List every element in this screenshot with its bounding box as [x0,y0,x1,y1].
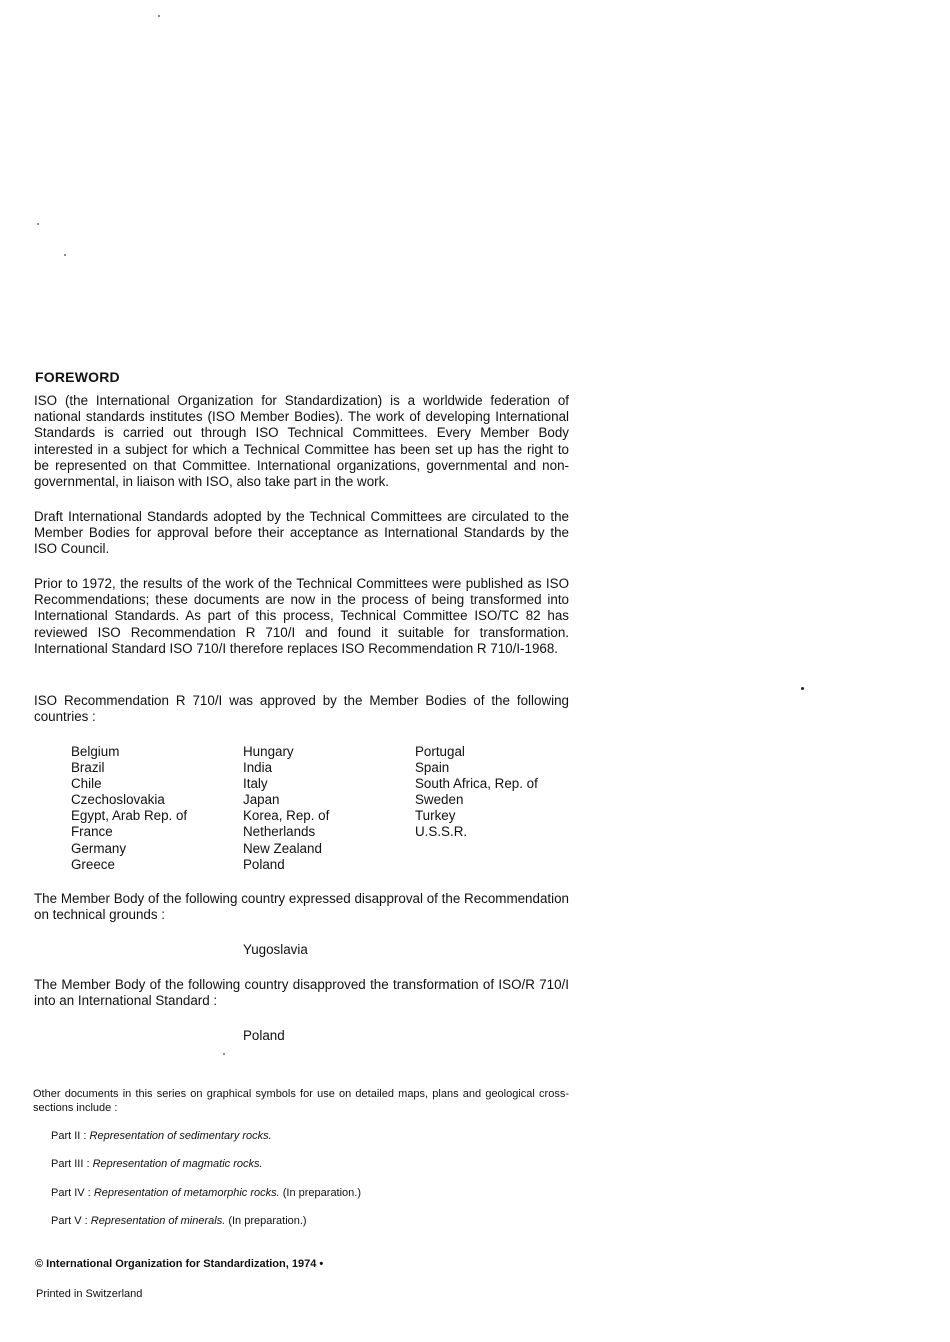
country-item: Turkey [415,808,456,824]
part-title: Representation of sedimentary rocks. [89,1130,272,1142]
country-item: Poland [243,856,285,872]
country-item: Portugal [415,744,465,759]
disapproving-country: Yugoslavia [243,942,308,957]
country-item: Chile [71,776,102,792]
foreword-paragraph-4: ISO Recommendation R 710/I was approved by the Member Bodies of the following countries : [34,693,569,725]
country-item: Spain [415,760,450,776]
country-item: Egypt, Arab Rep. of [71,808,188,824]
part-label: Part V : [51,1215,88,1227]
foreword-paragraph-1: ISO (the International Organization for Standardization) is a worldwide federation of national standards institutes (ISO Member Bodies). The work of developing International Standards is carried out through ISO Technical Committees. Every Member Body interested in a subject for which a Technical Committee has been set up has the right to be represented on that Committee. International organizations, governmental and non-governmental, in liaison with ISO, also take part in the work. [34,393,569,490]
scan-speck [223,1053,225,1055]
approving-countries-list [71,744,591,873]
transformation-disapproving-country: Poland [243,1028,285,1043]
country-item: France [71,824,113,840]
foreword-paragraph-2: Draft International Standards adopted by the Technical Committees are circulated to the Member Bodies for approval before their acceptance as International Standards by the ISO Council. [34,509,569,557]
country-item: New Zealand [243,840,322,856]
country-item: Greece [71,856,115,872]
country-item: Belgium [71,744,120,759]
countries-column-2 [243,744,415,873]
scan-speck [801,687,804,690]
country-item: South Africa, Rep. of [415,776,538,792]
country-item: Korea, Rep. of [243,808,330,824]
country-item: U.S.S.R. [415,824,468,840]
part-title: Representation of magmatic rocks. [92,1158,263,1170]
part-title: Representation of minerals. [90,1215,226,1227]
part-label: Part III : [51,1158,90,1170]
part-line [51,1215,307,1227]
part-line [51,1158,263,1170]
scan-speck [64,254,66,256]
country-item: India [243,760,273,776]
countries-column-3 [415,744,587,873]
copyright-notice: © International Organization for Standardization, 1974 • [35,1258,324,1270]
part-line [51,1187,361,1199]
part-line [51,1130,272,1142]
countries-column-1 [71,744,243,873]
country-item: Germany [71,840,127,856]
foreword-paragraph-3: Prior to 1972, the results of the work of the Technical Committees were published as ISO Recommendations; these documents are now in the process of being transformed into International Standards. As part of this process, Technical Committee ISO/TC 82 has reviewed ISO Recommendation R 710/I and found it suitable for transformation. International Standard ISO 710/I therefore replaces ISO Recommendation R 710/I-1968. [34,576,569,656]
country-item: Netherlands [243,824,316,840]
scan-speck [158,15,160,17]
other-documents-intro: Other documents in this series on graphical symbols for use on detailed maps, plans and geological cross-sections include : [33,1088,569,1114]
country-item: Japan [243,792,280,808]
part-note: (In preparation.) [228,1215,307,1227]
part-label: Part II : [51,1130,87,1142]
country-item: Czechoslovakia [71,792,165,808]
country-item: Brazil [71,760,105,776]
disapproval-paragraph: The Member Body of the following country expressed disapproval of the Recommendation on technical grounds : [34,891,569,923]
printed-in-notice: Printed in Switzerland [36,1288,143,1300]
part-title: Representation of metamorphic rocks. [93,1187,280,1199]
foreword-heading: FOREWORD [35,369,120,385]
country-item: Hungary [243,744,294,759]
transformation-disapproval-paragraph: The Member Body of the following country disapproved the transformation of ISO/R 710/I into an International Standard : [34,977,569,1009]
country-item: Italy [243,776,268,792]
country-item: Sweden [415,792,464,808]
scan-speck [37,223,39,225]
part-label: Part IV : [51,1187,91,1199]
part-note: (In preparation.) [282,1187,362,1199]
